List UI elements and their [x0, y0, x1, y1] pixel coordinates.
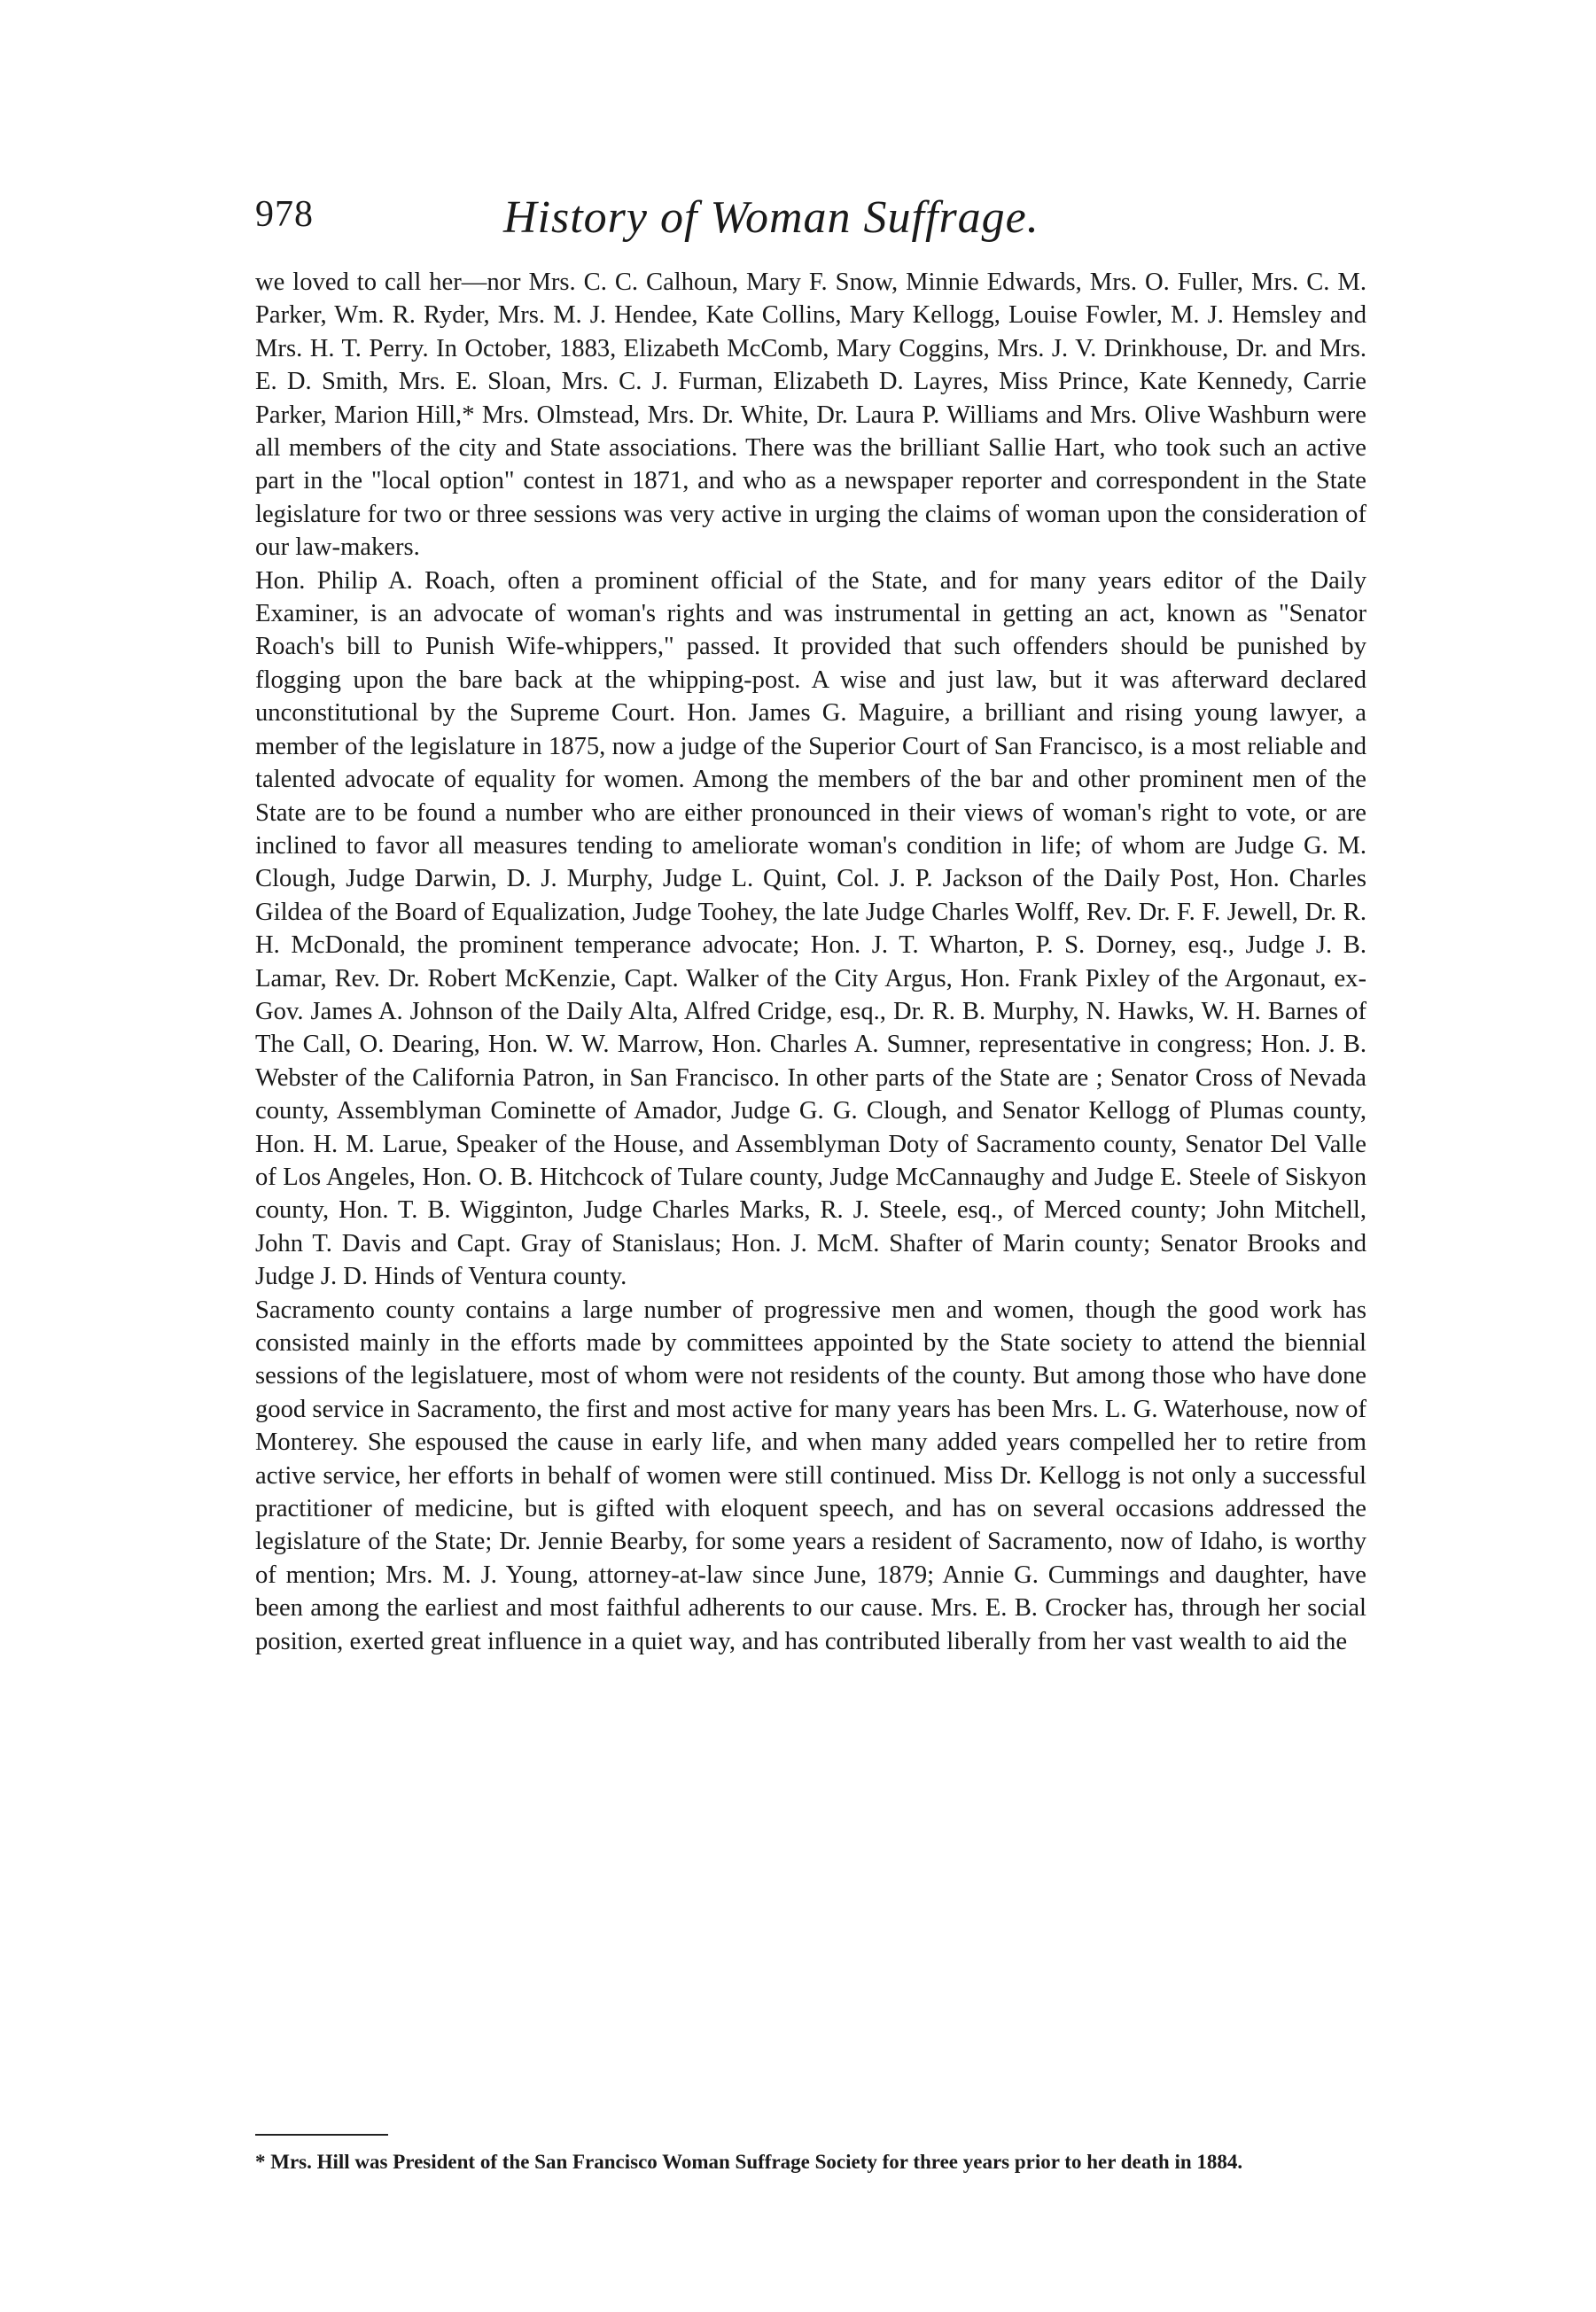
paragraph-1: we loved to call her—nor Mrs. C. C. Calhoun, Mary F. Snow, Minnie Edwards, Mrs. O. Fuller, Mrs. C. M. Parker, Wm. R. Ryder, Mrs. M. J. Hendee, Kate Collins, Mary Kellogg, Louise Fowler, M. J. Hemsley and Mrs. H. T. Perry. In October, 1883, Elizabeth McComb, Mary Coggins, Mrs. J. V. Drinkhouse, Dr. and Mrs. E. D. Smith, Mrs. E. Sloan, Mrs. C. J. Furman, Elizabeth D. Layres, Miss Prince, Kate Kennedy, Carrie Parker, Marion Hill,* Mrs. Olmstead, Mrs. Dr. White, Dr. Laura P. Williams and Mrs. Olive Washburn were all members of the city and State associations. There was the brilliant Sallie Hart, who took such an active part in the "local option" contest in 1871, and who as a newspaper reporter and correspondent in the State legislature for two or three sessions was very active in urging the claims of woman upon the consideration of our law-makers.: [255, 269, 1366, 562]
page-number: 978: [255, 194, 314, 235]
body-text: [255, 266, 1366, 1658]
paragraph-2: Hon. Philip A. Roach, often a prominent official of the State, and for many years editor of the Daily Examiner, is an advocate of woman's rights and was instrumental in getting an act, known as "Senator Roach's bill to Punish Wife-whippers," passed. It provided that such offenders should be punished by flogging upon the bare back at the whipping-post. A wise and just law, but it was afterward declared unconstitutional by the Supreme Court. Hon. James G. Maguire, a brilliant and rising young lawyer, a member of the legislature in 1875, now a judge of the Superior Court of San Francisco, is a most reliable and talented advocate of equality for women. Among the members of the bar and other prominent men of the State are to be found a number who are either pronounced in their views of woman's right to vote, or are inclined to favor all measures tending to ameliorate woman's condition in life; of whom are Judge G. M. Clough, Judge Darwin, D. J. Murphy, Judge L. Quint, Col. J. P. Jackson of the Daily Post, Hon. Charles Gildea of the Board of Equalization, Judge Toohey, the late Judge Charles Wolff, Rev. Dr. F. F. Jewell, Dr. R. H. McDonald, the prominent temperance advocate; Hon. J. T. Wharton, P. S. Dorney, esq., Judge J. B. Lamar, Rev. Dr. Robert McKenzie, Capt. Walker of the City Argus, Hon. Frank Pixley of the Argonaut, ex-Gov. James A. Johnson of the Daily Alta, Alfred Cridge, esq., Dr. R. B. Murphy, N. Hawks, W. H. Barnes of The Call, O. Dearing, Hon. W. W. Marrow, Hon. Charles A. Sumner, representative in congress; Hon. J. B. Webster of the California Patron, in San Francisco. In other parts of the State are ; Senator Cross of Nevada county, Assemblyman Cominette of Amador, Judge G. G. Clough, and Senator Kellogg of Plumas county, Hon. H. M. Larue, Speaker of the House, and Assemblyman Doty of Sacramento county, Senator Del Valle of Los Angeles, Hon. O. B. Hitchcock of Tulare county, Judge McCannaughy and Judge E. Steele of Siskyon county, Hon. T. B. Wigginton, Judge Charles Marks, R. J. Steele, esq., of Merced county; John Mitchell, John T. Davis and Capt. Gray of Stanislaus; Hon. J. McM. Shafter of Marin county; Senator Brooks and Judge J. D. Hinds of Ventura county.: [255, 566, 1366, 1291]
paragraph-3: Sacramento county contains a large number of progressive men and women, though the good work has consisted mainly in the efforts made by committees appointed by the State society to attend the biennial sessions of the legislatuere, most of whom were not residents of the county. But among those who have done good service in Sacramento, the first and most active for many years has been Mrs. L. G. Waterhouse, now of Monterey. She espoused the cause in early life, and when many added years compelled her to retire from active service, her efforts in behalf of women were still continued. Miss Dr. Kellogg is not only a successful practitioner of medicine, but is gifted with eloquent speech, and has on several occasions addressed the legislature of the State; Dr. Jennie Bearby, for some years a resident of Sacramento, now of Idaho, is worthy of mention; Mrs. M. J. Young, attorney-at-law since June, 1879; Annie G. Cummings and daughter, have been among the earliest and most faithful adherents to our cause. Mrs. E. B. Crocker has, through her social position, exerted great influence in a quiet way, and has contributed liberally from her vast wealth to aid the: [255, 1296, 1366, 1655]
footnote-divider: [255, 2134, 388, 2136]
footnote: * Mrs. Hill was President of the San Francisco Woman Suffrage Society for three years prior to her death in 1884.: [255, 2151, 1243, 2173]
running-title: History of Woman Suffrage.: [503, 192, 1039, 243]
page-header: [255, 193, 1372, 250]
